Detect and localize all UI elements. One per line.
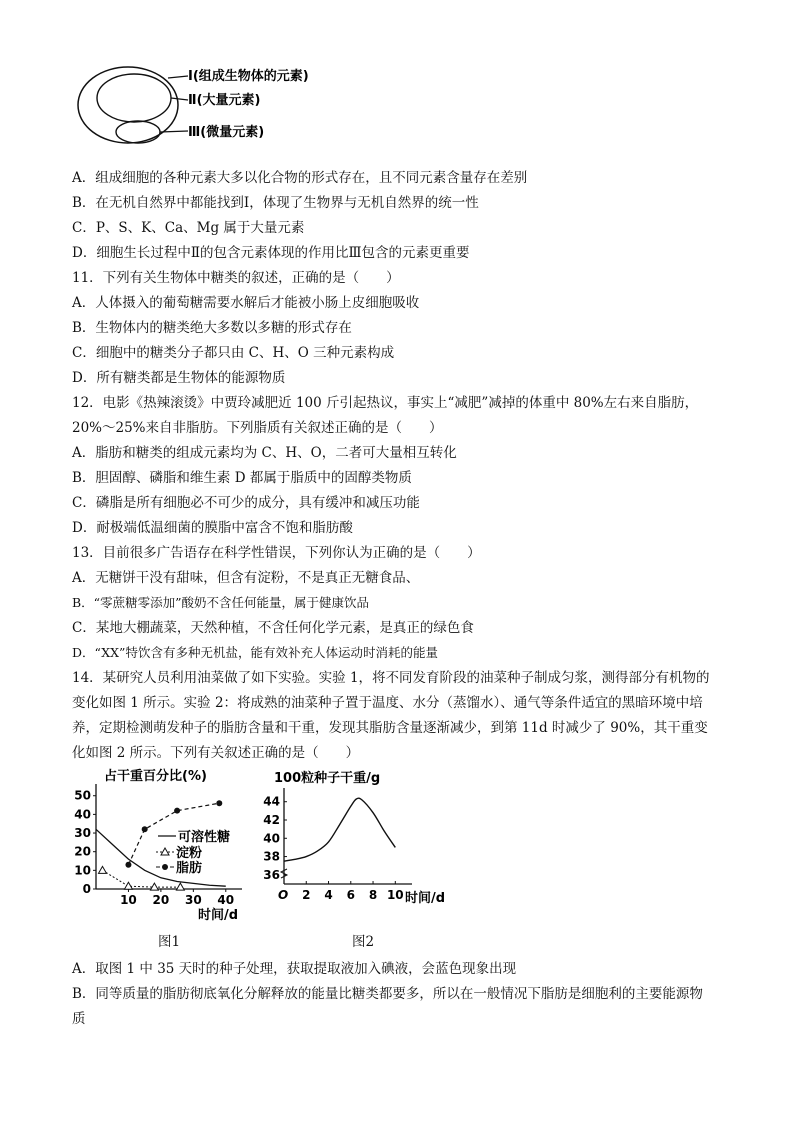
point-fat	[142, 826, 148, 832]
q14-option-b: B．同等质量的脂肪彻底氧化分解释放的能量比糖类都要多，所以在一般情况下脂肪是细胞利的主要能源物	[72, 986, 703, 1002]
q12-option-b: B．胆固醇、磷脂和维生素 D 都属于脂质中的固醇类物质	[72, 470, 412, 486]
x-tick-label: 6	[346, 888, 355, 902]
q14-stem-3: 养，定期检测萌发种子的脂肪含量和干重，发现其脂肪含量逐渐减少，到第 11d 时减少了 90%，其干重变	[72, 720, 708, 736]
q13-option-b: B．“零蔗糖零添加”酸奶不含任何能量，属于健康饮品	[72, 595, 369, 610]
q11-stem: 11．下列有关生物体中糖类的叙述，正确的是（ ）	[72, 270, 400, 286]
q12-stem-1: 12．电影《热辣滚烫》中贾玲减肥近 100 斤引起热议，事实上“减肥”减掉的体重中 80%左右来自脂肪，	[72, 395, 699, 411]
y-tick-label: 10	[74, 863, 91, 878]
q14-option-b-cont: 质	[72, 1011, 86, 1027]
venn-label-1: Ⅰ(组成生物体的元素)	[188, 69, 309, 84]
figure-1-caption: 图1	[158, 934, 181, 950]
x-axis-label: 时间/d	[197, 908, 239, 923]
q13-option-d: D．“XX”特饮含有多种无机盐，能有效补充人体运动时消耗的能量	[72, 645, 438, 660]
q14-stem-4: 化如图 2 所示。下列有关叙述正确的是（ ）	[72, 745, 360, 761]
x-tick-label: 10	[386, 888, 404, 902]
venn-label-2: Ⅱ(大量元素)	[188, 93, 261, 108]
q13-stem: 13．目前很多广告语存在科学性错误，下列你认为正确的是（ ）	[72, 545, 481, 561]
x-tick-label: 20	[152, 893, 170, 907]
figure-2-caption: 图2	[352, 934, 375, 950]
legend-marker-starch	[161, 848, 169, 855]
point-fat	[216, 800, 222, 806]
legend-label-fat: 脂肪	[176, 861, 203, 876]
y-tick-label: 36	[263, 867, 280, 882]
venn-circle-2	[97, 74, 171, 122]
q14-option-a: A．取图 1 中 35 天时的种子处理，获取提取液加入碘液，会蓝色现象出现	[72, 961, 517, 977]
x-axis-label: 时间/d	[405, 891, 446, 906]
q11-option-b: B．生物体内的糖类绝大多数以多糖的形式存在	[72, 320, 352, 336]
legend-label-starch: 淀粉	[176, 846, 203, 861]
q12-option-c: C．磷脂是所有细胞必不可少的成分，具有缓冲和减压功能	[72, 495, 420, 511]
venn-circle-3	[116, 121, 160, 143]
y-tick-label: 44	[263, 794, 280, 809]
x-tick-label: 4	[324, 888, 333, 902]
x-tick-label: 40	[217, 893, 235, 907]
legend-label-soluble-sugar: 可溶性糖	[178, 830, 231, 845]
q12-option-a: A．脂肪和糖类的组成元素均为 C、H、O，二者可大量相互转化	[72, 445, 457, 461]
q13-option-c: C．某地大棚蔬菜，天然种植，不含任何化学元素，是真正的绿色食	[72, 620, 474, 636]
q10-option-c: C．P、S、K、Ca、Mg 属于大量元素	[72, 220, 305, 236]
point-fat	[125, 862, 131, 868]
point-starch	[176, 883, 184, 890]
x-tick-label: 8	[368, 888, 378, 902]
y-tick-label: 40	[74, 807, 91, 822]
x-tick-label: 2	[302, 888, 311, 902]
y-tick-label: 38	[263, 849, 280, 864]
venn-diagram	[76, 60, 336, 150]
y-tick-label: 30	[74, 826, 91, 841]
y-tick-label: 50	[74, 788, 91, 803]
x-tick-label: 10	[120, 893, 137, 907]
q13-option-a: A．无糖饼干没有甜味，但含有淀粉，不是真正无糖食品、	[72, 570, 420, 586]
q10-option-a: A．组成细胞的各种元素大多以化合物的形式存在，且不同元素含量存在差别	[72, 170, 528, 186]
figure-2-chart	[262, 764, 477, 924]
point-starch	[124, 882, 132, 889]
q11-option-d: D．所有糖类都是生物体的能源物质	[72, 370, 286, 386]
q11-option-c: C．细胞中的糖类分子都只由 C、H、O 三种元素构成	[72, 345, 395, 361]
point-fat	[174, 808, 180, 814]
venn-label-3: Ⅲ(微量元素)	[188, 125, 265, 140]
y-tick-label: 42	[263, 813, 280, 827]
x-tick-label: 30	[184, 893, 202, 907]
q11-option-a: A．人体摄入的葡萄糖需要水解后才能被小肠上皮细胞吸收	[72, 295, 420, 311]
chart-title: 占干重百分比(%)	[104, 769, 207, 784]
q14-stem-2: 变化如图 1 所示。实验 2：将成熟的油菜种子置于温度、水分（蒸馏水）、通气等条件适宜的黑暗环境中培	[72, 695, 703, 711]
origin-label: O	[278, 888, 289, 902]
axis-break	[281, 869, 287, 878]
q12-stem-2: 20%～25%来自非脂肪。下列脂质有关叙述正确的是（ ）	[72, 420, 443, 436]
legend-marker-fat	[162, 864, 168, 870]
q12-option-d: D．耐极端低温细菌的膜脂中富含不饱和脂肪酸	[72, 520, 353, 536]
figure-1-chart	[70, 764, 270, 924]
point-starch	[98, 866, 106, 873]
chart-title: 100粒种子干重/g	[274, 771, 381, 786]
series-line-dry-weight	[284, 798, 395, 861]
y-tick-label: 0	[82, 882, 91, 896]
q14-stem-1: 14．某研究人员利用油菜做了如下实验。实验 1，将不同发育阶段的油菜种子制成匀浆，测得部分有机物的	[72, 670, 710, 686]
q10-option-d: D．细胞生长过程中Ⅱ的包含元素体现的作用比Ⅲ包含的元素更重要	[72, 245, 470, 261]
y-tick-label: 20	[74, 844, 91, 859]
q10-option-b: B．在无机自然界中都能找到Ⅰ，体现了生物界与无机自然界的统一性	[72, 195, 479, 211]
series-line-starch	[102, 870, 180, 887]
y-tick-label: 40	[263, 831, 280, 846]
